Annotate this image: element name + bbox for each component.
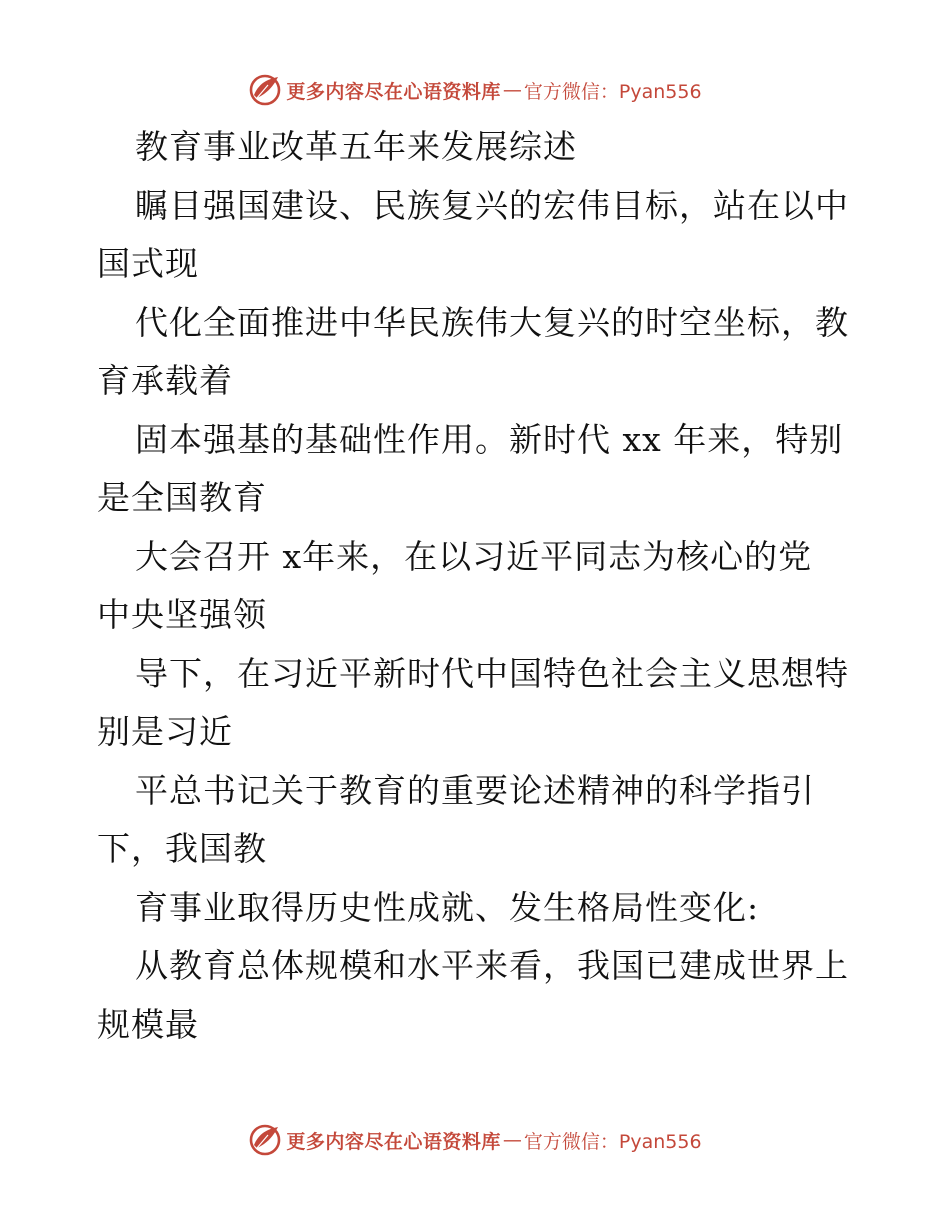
footer-slogan: 更多内容尽在心语资料库 xyxy=(286,1130,501,1153)
document-title: 教育事业改革五年来发展综述 xyxy=(135,127,577,166)
text-line: 代化全面推进中华民族伟大复兴的时空坐标，教 xyxy=(135,302,849,342)
text-line: 下，我国教 xyxy=(97,829,267,868)
quill-pen-logo-icon xyxy=(248,73,282,107)
text-line: 平总书记关于教育的重要论述精神的科学指引 xyxy=(135,770,815,810)
document-body xyxy=(97,118,867,1054)
text-line: 瞩目强国建设、民族复兴的宏伟目标，站在以中 xyxy=(135,185,849,225)
text-line: 导下，在习近平新时代中国特色社会主义思想特 xyxy=(135,653,849,693)
text-line: 育承载着 xyxy=(97,361,233,400)
header-wechat-id: 官方微信：Pyan556 xyxy=(523,80,702,103)
text-line: 中央坚强领 xyxy=(97,595,267,634)
text-line: 育事业取得历史性成就、发生格局性变化: xyxy=(135,887,760,927)
text-line: 是全国教育 xyxy=(97,478,267,517)
header-slogan: 更多内容尽在心语资料库 xyxy=(286,80,501,103)
text-line: 固本强基的基础性作用。新时代 xx 年来，特别 xyxy=(135,419,844,459)
text-line: 规模最 xyxy=(97,1004,199,1044)
header-separator: — xyxy=(502,79,522,101)
quill-pen-logo-icon xyxy=(248,1123,282,1157)
text-line: 国式现 xyxy=(97,244,199,283)
header-banner xyxy=(0,70,950,110)
footer-separator: — xyxy=(502,1129,522,1151)
footer-wechat-id: 官方微信：Pyan556 xyxy=(523,1130,702,1153)
text-line: 别是习近 xyxy=(97,712,233,751)
text-line: 大会召开 x年来，在以习近平同志为核心的党 xyxy=(135,536,813,576)
footer-banner xyxy=(0,1120,950,1160)
text-line: 从教育总体规模和水平来看，我国已建成世界上 xyxy=(135,946,849,985)
